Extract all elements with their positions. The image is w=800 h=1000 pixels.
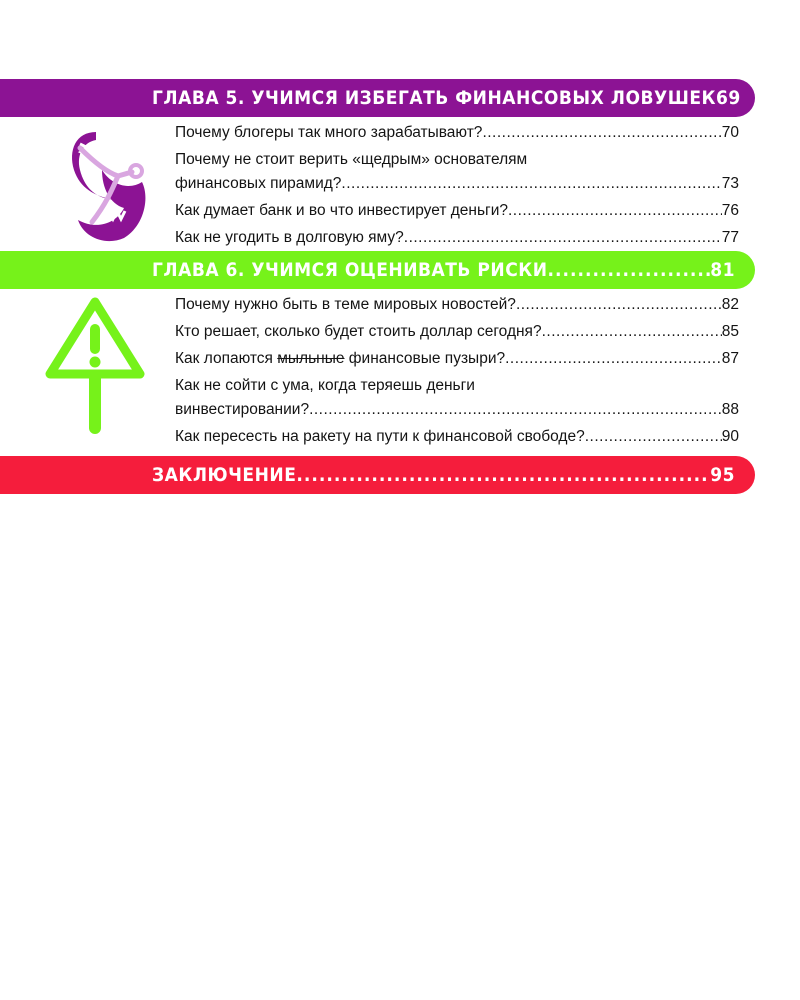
chapter-6-contents <box>175 293 739 452</box>
struck-word: мыльные <box>277 350 345 367</box>
conclusion-title: ЗАКЛЮЧЕНИЕ <box>152 464 297 486</box>
leader-dots <box>341 172 721 196</box>
leader-dots <box>585 425 722 449</box>
chapter-5-title: ГЛАВА 5. УЧИМСЯ ИЗБЕГАТЬ ФИНАНСОВЫХ ЛОВУШЕК <box>152 87 716 109</box>
leader-dots <box>548 259 711 281</box>
conclusion-heading[interactable] <box>0 456 755 494</box>
leader-dots <box>508 199 722 223</box>
toc-entry-page: 90 <box>721 428 739 445</box>
toc-entry-title: Как не угодить в долговую яму? <box>175 229 404 246</box>
leader-dots <box>505 347 722 371</box>
leader-dots <box>404 226 722 250</box>
toc-entry[interactable] <box>175 425 739 449</box>
chapter-5-page: 69 <box>715 87 741 109</box>
chapter-5-heading[interactable] <box>0 79 755 117</box>
toc-entry-page: 76 <box>721 202 739 219</box>
toc-entry-page: 70 <box>721 124 739 141</box>
chapter-5-contents <box>175 121 739 253</box>
chapter-6-title: ГЛАВА 6. УЧИМСЯ ОЦЕНИВАТЬ РИСКИ <box>152 259 548 281</box>
toc-entry-page: 82 <box>721 296 739 313</box>
toc-entry[interactable] <box>175 374 739 422</box>
toc-entry[interactable] <box>175 121 739 145</box>
toc-entry[interactable] <box>175 347 739 371</box>
bear-trap-icon <box>66 126 152 246</box>
toc-entry-title <box>175 347 505 371</box>
leader-dots <box>482 121 721 145</box>
toc-entry-title: Кто решает, сколько будет стоить доллар сегодня? <box>175 323 542 340</box>
toc-entry[interactable] <box>175 148 739 196</box>
toc-entry-title: Как пересесть на ракету на пути к финансовой свободе? <box>175 428 585 445</box>
toc-entry-title: Как думает банк и во что инвестирует деньги? <box>175 202 508 219</box>
toc-entry-title-line1: Как не сойти с ума, когда теряешь деньги <box>175 377 475 394</box>
leader-dots <box>309 398 722 422</box>
toc-entry-title-end: финансовые пузыри? <box>344 350 506 367</box>
toc-entry[interactable] <box>175 320 739 344</box>
toc-entry[interactable] <box>175 293 739 317</box>
toc-entry-title: Почему блогеры так много зарабатывают? <box>175 124 483 141</box>
chapter-6-page: 81 <box>710 259 735 281</box>
toc-entry[interactable] <box>175 199 739 223</box>
toc-entry-page: 77 <box>721 229 739 246</box>
toc-entry-page: 87 <box>721 350 739 367</box>
leader-dots <box>516 293 722 317</box>
toc-entry-title-start: Как лопаются <box>175 350 278 367</box>
leader-dots <box>296 464 710 486</box>
chapter-6-heading[interactable] <box>0 251 755 289</box>
toc-entry-title: финансовых пирамид? <box>175 175 342 192</box>
toc-entry-page: 88 <box>721 401 739 418</box>
toc-entry[interactable] <box>175 226 739 250</box>
toc-entry-title-line1: Почему не стоит верить «щедрым» основателям <box>175 151 528 168</box>
toc-entry-page: 73 <box>721 175 739 192</box>
warning-sign-icon <box>44 296 146 438</box>
toc-entry-page: 85 <box>721 323 739 340</box>
toc-entry-title: Почему нужно быть в теме мировых новостей? <box>175 296 516 313</box>
leader-dots <box>542 320 722 344</box>
conclusion-page: 95 <box>710 464 735 486</box>
toc-entry-title: винвестировании? <box>175 401 310 418</box>
